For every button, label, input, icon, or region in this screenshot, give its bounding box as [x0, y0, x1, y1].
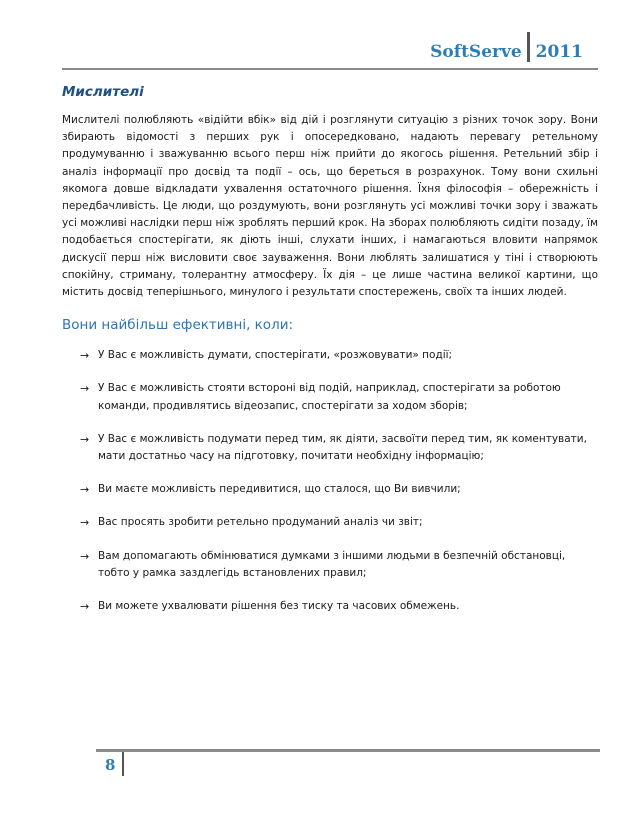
page-number: 8: [105, 756, 116, 774]
arrow-right-icon: →: [80, 349, 90, 363]
page-content: [62, 84, 598, 631]
arrow-right-icon: →: [80, 483, 90, 497]
arrow-right-icon: →: [80, 382, 90, 396]
page-number-separator: [122, 752, 124, 776]
section-title: Мислителі: [62, 84, 144, 100]
arrow-right-icon: →: [80, 516, 90, 530]
list-item-text: Вам допомагають обмінюватися думками з іншими людьми в безпечній обстановці, тобто у рамка заздлегідь встановлених правил;: [98, 549, 566, 579]
list-item: [80, 481, 598, 498]
body-paragraph: Мислителі полюбляють «відійти вбік» від дій і розглянути ситуацію з різних точок зору. Вони збирають відомості з перших рук і опосередковано, надають перевагу ретельному продумуванню і зважуванню всього перш ніж прийти до якогось рішення. Ретельний збір і аналіз інформації про досвід та події – ось, що береться в розрахунок. Тому вони схильні якомога довше відкладати ухвалення остаточного рішення. Їхня філософія – обережність і передбачливість. Це люди, що роздумують, вони розглянуть усі можливі точки зору і зважать усі можливі наслідки перш ніж зроблять перший крок. На зборах полюбляють сидіти позаду, їм подобається спостерігати, як діють інші, слухати інших, і намагаються вловити напрямок дискусії перш ніж висловити своє зауваження. Вони люблять залишатися у тіні і створюють спокійну, стриману, толерантну атмосферу. Їх дія – це лише частина великої картини, що містить досвід теперішнього, минулого і результати спостережень, своїх та інших людей.: [62, 114, 598, 299]
page-header: [430, 38, 583, 62]
list-item-text: Вас просять зробити ретельно продуманий аналіз чи звіт;: [98, 516, 423, 529]
list-item: [80, 380, 598, 414]
list-item: [80, 548, 598, 582]
arrow-right-icon: →: [80, 432, 90, 446]
bullet-list: [62, 347, 598, 615]
list-item-text: Ви маєте можливість передивитися, що сталося, що Ви вивчили;: [98, 483, 461, 496]
subheading: Вони найбільш ефективні, коли:: [62, 317, 294, 334]
footer-rule: [96, 749, 600, 752]
header-company: SoftServe: [430, 42, 522, 62]
list-item: [80, 514, 598, 531]
header-year: 2011: [535, 42, 583, 62]
list-item-text: У Вас є можливість думати, спостерігати, «розжовувати» події;: [98, 349, 453, 362]
list-item-text: У Вас є можливість подумати перед тим, як діяти, засвоїти перед тим, як коментувати, мати достатньо часу на підготовку, почитати необхідну інформацію;: [98, 432, 587, 463]
list-item: [80, 347, 598, 364]
arrow-right-icon: →: [80, 549, 90, 563]
list-item: [80, 431, 598, 465]
list-item: [80, 598, 598, 615]
list-item-text: У Вас є можливість стояти всторонi від подій, наприклад, спостерігати за роботою команди, продивлятись відеозапис, спостерігати за ходом зборів;: [98, 382, 561, 412]
list-item-text: Ви можете ухвалювати рішення без тиску та часових обмежень.: [98, 600, 460, 613]
header-rule: [62, 68, 598, 70]
arrow-right-icon: →: [80, 600, 90, 614]
